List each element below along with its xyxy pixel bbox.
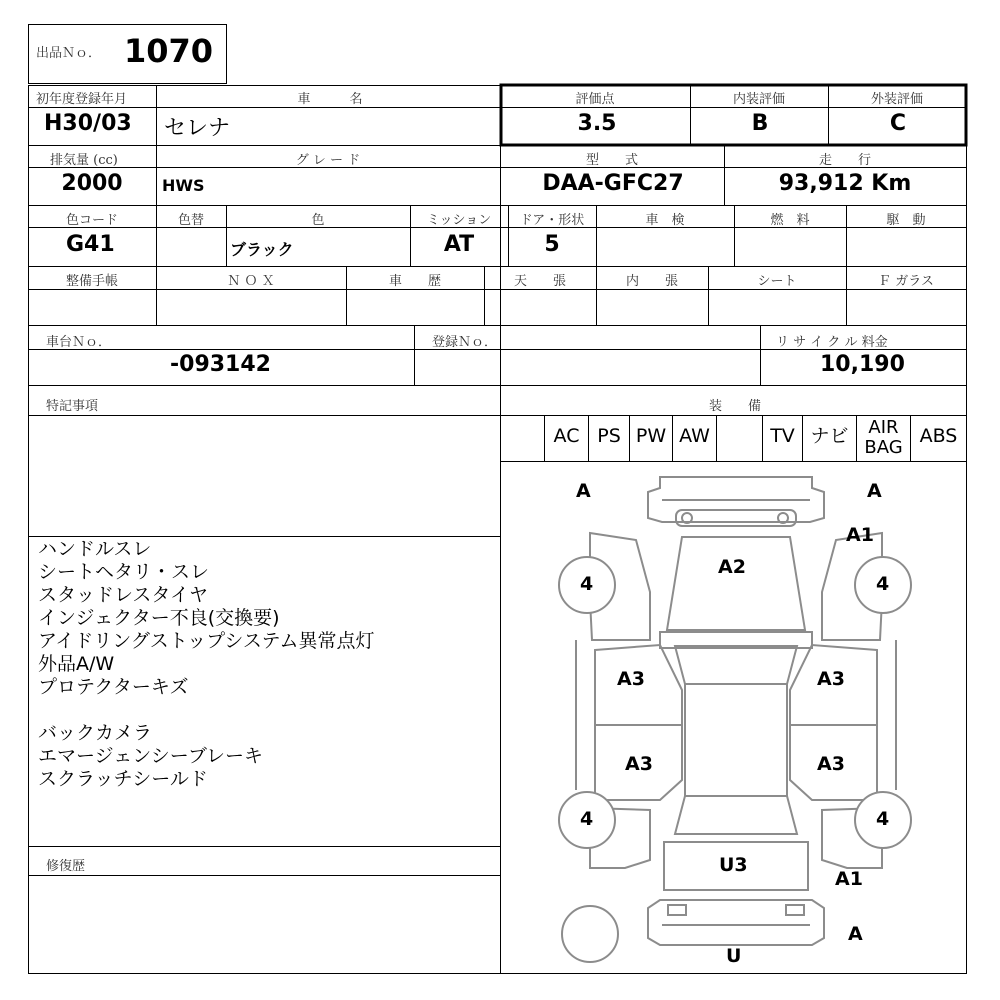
equipment-tv: TV (770, 425, 795, 447)
remark-line: 外品A/W (38, 653, 115, 675)
color-code-label: 色コード (65, 213, 119, 228)
drive-label: 駆 動 (886, 213, 926, 228)
remark-line: アイドリングストップシステム異常点灯 (38, 630, 375, 652)
fuel-label: 燃 料 (770, 213, 810, 228)
remark-line: スクラッチシールド (38, 768, 208, 790)
equipment-ac: AC (553, 425, 580, 447)
model-code: DAA-GFC27 (542, 171, 684, 196)
color-label: 色 (311, 213, 325, 228)
mission: AT (443, 232, 475, 257)
remarks-label: 特記事項 (46, 399, 99, 414)
nox-label: Ｎ Ｏ Ｘ (227, 274, 275, 289)
equipment-navi: ナビ (810, 425, 849, 447)
doors: 5 (544, 232, 560, 257)
mark-tire-front-left: 4 (580, 573, 594, 595)
equipment-pw: PW (635, 425, 667, 447)
grade-label: グ レ ー ド (295, 153, 361, 168)
mark-tire-rear-right: 4 (876, 808, 890, 830)
recycle-fee-label: リ サ イ ク ル 料金 (776, 335, 888, 350)
equipment-ps: PS (597, 425, 621, 447)
door-label: ドア・形状 (519, 213, 585, 228)
mark-rear-bumper: U (726, 945, 742, 967)
remark-line: プロテクターキズ (38, 676, 189, 698)
year-label: 初年度登録年月 (36, 92, 128, 107)
mark-rear-right: A1 (835, 868, 863, 890)
mark-front-right: A (867, 480, 882, 502)
registration-label: 登録Ｎｏ． (432, 335, 498, 350)
recolor-label: 色替 (177, 213, 205, 228)
chassis-number: -093142 (170, 352, 271, 377)
grade: HWS (162, 176, 205, 195)
inspection-label: 車 検 (645, 213, 685, 228)
roof-lining-label: 天 張 (513, 274, 567, 289)
remark-line: バックカメラ (38, 722, 153, 744)
mileage: 93,912 Km (778, 171, 912, 196)
recycle-fee: 10,190 (820, 352, 905, 377)
mark-rear-gate: U3 (719, 854, 748, 876)
mileage-label: 走 行 (818, 153, 872, 168)
equipment-abs: ABS (919, 425, 958, 447)
mark-tire-rear-left: 4 (580, 808, 594, 830)
mark-left-front-door: A3 (617, 668, 645, 690)
score-value: 3.5 (577, 111, 617, 136)
interior-rating-label: 内装評価 (732, 92, 786, 107)
exterior-rating: C (889, 111, 907, 136)
front-glass-label: Ｆ ガラス (878, 274, 934, 289)
mark-front-fender-right: A1 (846, 524, 874, 546)
repair-history-label: 修復歴 (46, 859, 86, 874)
equipment-aw: AW (679, 425, 710, 447)
car-name: セレナ (164, 116, 231, 141)
equipment-airbag: AIR BAG (864, 417, 903, 458)
mission-label: ミッション (426, 213, 492, 228)
first-registration: H30/03 (44, 111, 132, 136)
interior-rating: B (751, 111, 769, 136)
remark-line: インジェクター不良(交換要) (38, 607, 280, 629)
equipment-label: 装 備 (708, 399, 762, 414)
mark-right-front-door: A3 (817, 668, 845, 690)
interior-trim-label: 内 張 (625, 274, 679, 289)
vehicle-history-label: 車 歴 (388, 274, 442, 289)
mark-left-rear-door: A3 (625, 753, 653, 775)
chassis-label: 車台Ｎｏ． (46, 335, 112, 350)
maintenance-label: 整備手帳 (65, 274, 119, 289)
lot-number: 1070 (124, 32, 214, 70)
model-label: 型 式 (585, 153, 639, 168)
color-code: G41 (66, 232, 115, 257)
seat-label: シート (757, 274, 797, 289)
remark-line: スタッドレスタイヤ (38, 584, 209, 606)
mark-front-left: A (576, 480, 591, 502)
color: ブラック (230, 240, 294, 259)
mark-hood: A2 (718, 556, 746, 578)
exterior-rating-label: 外装評価 (870, 92, 924, 107)
score-label: 評価点 (575, 92, 615, 107)
mark-tire-front-right: 4 (876, 573, 890, 595)
mark-rear-bumper-right: A (848, 923, 863, 945)
displacement: 2000 (61, 171, 123, 196)
remark-line: シートヘタリ・スレ (38, 561, 210, 583)
remark-line: ハンドルスレ (38, 538, 152, 560)
car-name-label: 車 名 (297, 92, 363, 107)
mark-right-rear-door: A3 (817, 753, 845, 775)
remark-line: エマージェンシーブレーキ (38, 745, 264, 767)
displacement-label: 排気量 (cc) (50, 153, 118, 168)
lot-label: 出品Ｎｏ． (36, 46, 102, 61)
